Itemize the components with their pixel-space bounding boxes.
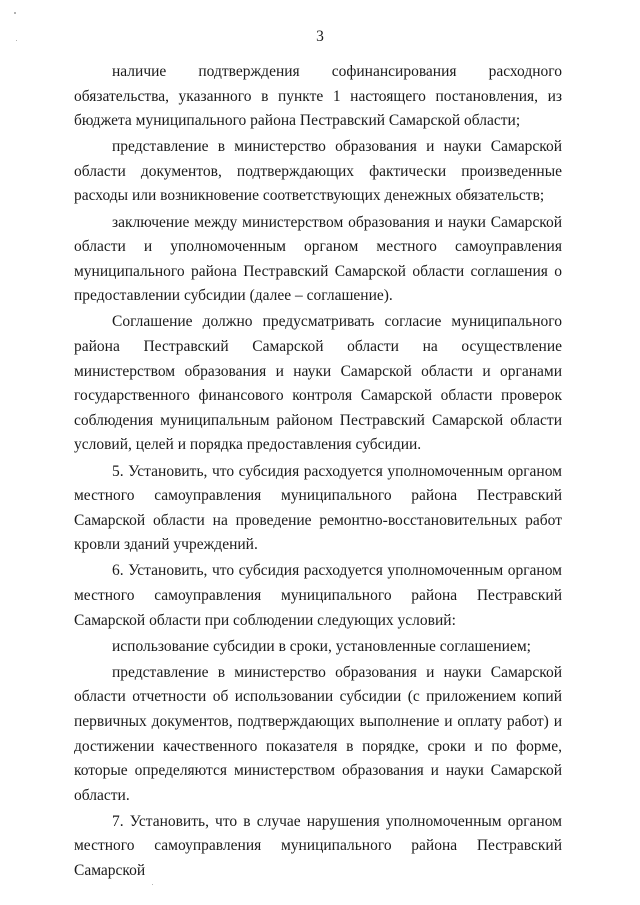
paragraph-item-7: 7. Установить, что в случае нарушения уполномоченным органом местного самоуправления муниципального района Пестравский Самарской [74, 812, 562, 879]
paragraph-agreement-conclusion: заключение между министерством образования и науки Самарской области и уполномоченным органом местного самоуправления муниципального района Пестравский Самарской области соглашения о предоставлении субсидии (далее – соглашение). [74, 213, 562, 305]
page-number: 3 [316, 28, 324, 45]
paragraph-documents-submission: представление в министерство образования и науки Самарской области документов, подтверждающих фактически произведенные расходы или возникновение соответствующих денежных обязательств; [74, 138, 562, 205]
document-body [74, 60, 562, 885]
paragraph-item-5: 5. Установить, что субсидия расходуется уполномоченным органом местного самоуправления муниципального района Пестравский Самарской области на проведение ремонтно-восстановительных работ кровли зданий учреждений. [74, 462, 562, 554]
paragraph-agreement-consent: Соглашение должно предусматривать согласие муниципального района Пестравский Самарской области на осуществление министерством образования и науки Самарской области и органами государственного финансового контроля Самарской области проверок соблюдения муниципальным районом Пестравский Самарской области условий, целей и порядка предоставления субсидии. [74, 313, 562, 454]
paragraph-usage-deadline: использование субсидии в сроки, установленные соглашением; [112, 637, 531, 655]
scan-speck [14, 12, 16, 14]
paragraph-cofinancing-condition: наличие подтверждения софинансирования расходного обязательства, указанного в пункте 1 настоящего постановления, из бюджета муниципального района Пестравский Самарской области; [74, 63, 562, 130]
paragraph-reporting: представление в министерство образования и науки Самарской области отчетности об использовании субсидии (с приложением копий первичных документов, подтверждающих выполнение и оплату работ) и достижении качественного показателя в порядке, сроки и по форме, которые определяются министерством образования и науки Самарской области. [74, 663, 562, 804]
paragraph-item-6: 6. Установить, что субсидия расходуется уполномоченным органом местного самоуправления муниципального района Пестравский Самарской области при соблюдении следующих условий: [74, 562, 562, 629]
